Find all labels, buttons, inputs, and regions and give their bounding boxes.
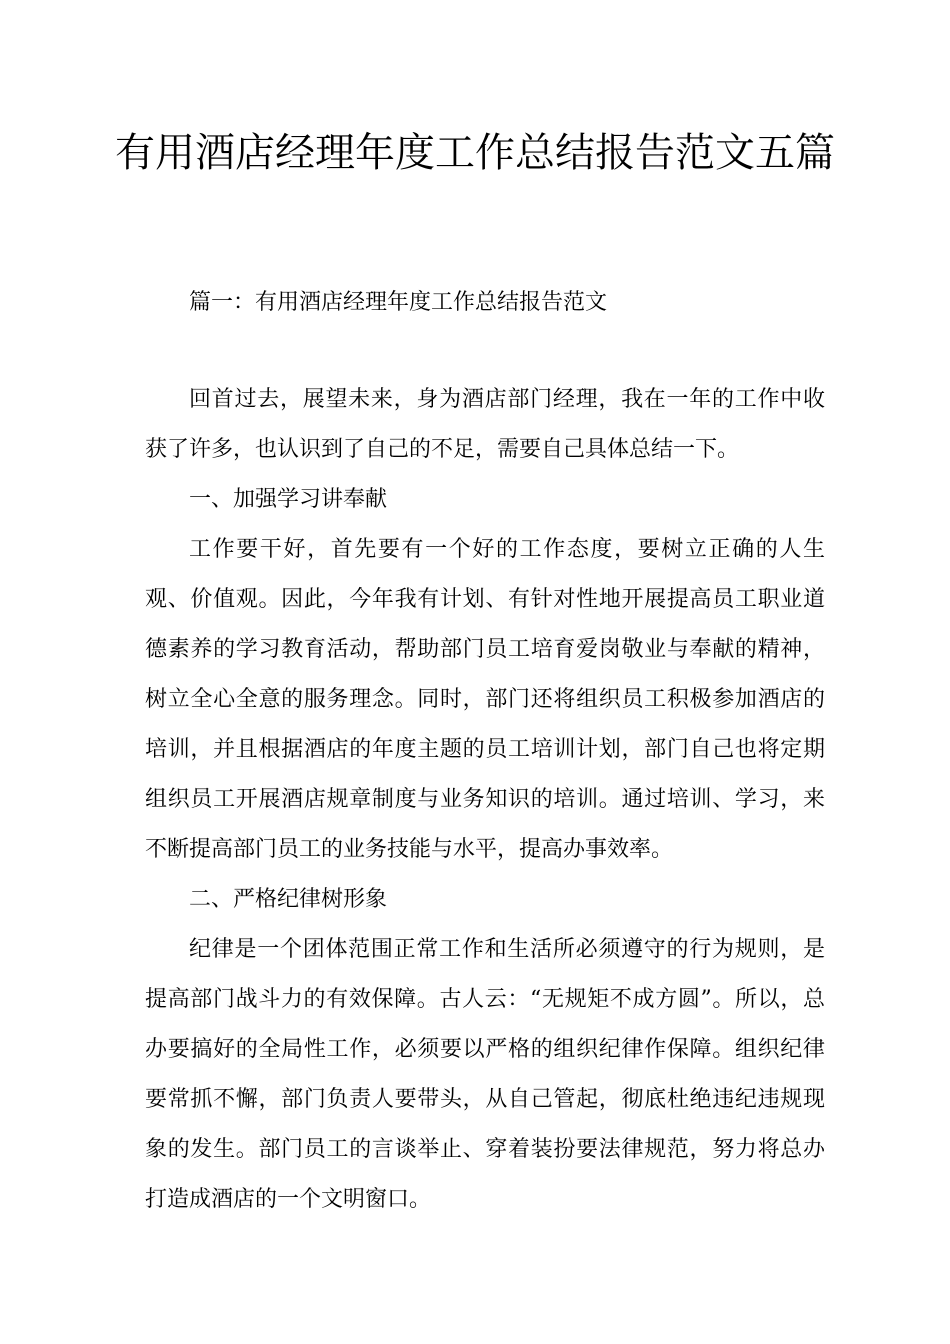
paragraph-study: 工作要干好，首先要有一个好的工作态度，要树立正确的人生观、价值观。因此，今年我有计划、有针对性地开展提高员工职业道德素养的学习教育活动，帮助部门员工培育爱岗敬业与奉献的精神，树立全心全意的服务理念。同时，部门还将组织员工积极参加酒店的培训，并且根据酒店的年度主题的员工培训计划，部门自己也将定期组织员工开展酒店规章制度与业务知识的培训。通过培训、学习，来不断提高部门员工的业务技能与水平，提高办事效率。 [145, 537, 825, 862]
section-subtitle: 篇一：有用酒店经理年度工作总结报告范文 [189, 290, 608, 315]
section-heading-2: 二、严格纪律树形象 [189, 887, 388, 912]
paragraph-discipline: 纪律是一个团体范围正常工作和生活所必须遵守的行为规则，是提高部门战斗力的有效保障。古人云：“无规矩不成方圆”。所以，总办要搞好的全局性工作，必须要以严格的组织纪律作保障。组织纪律要常抓不懈，部门负责人要带头，从自己管起，彻底杜绝违纪违规现象的发生。部门员工的言谈举止、穿着装扮要法律规范，努力将总办打造成酒店的一个文明窗口。 [145, 937, 825, 1212]
document-title: 有用酒店经理年度工作总结报告范文五篇 [115, 130, 835, 176]
document-body [145, 375, 825, 1225]
paragraph-intro: 回首过去，展望未来，身为酒店部门经理，我在一年的工作中收获了许多，也认识到了自己的不足，需要自己具体总结一下。 [145, 387, 825, 462]
section-heading-1: 一、加强学习讲奉献 [189, 487, 388, 512]
